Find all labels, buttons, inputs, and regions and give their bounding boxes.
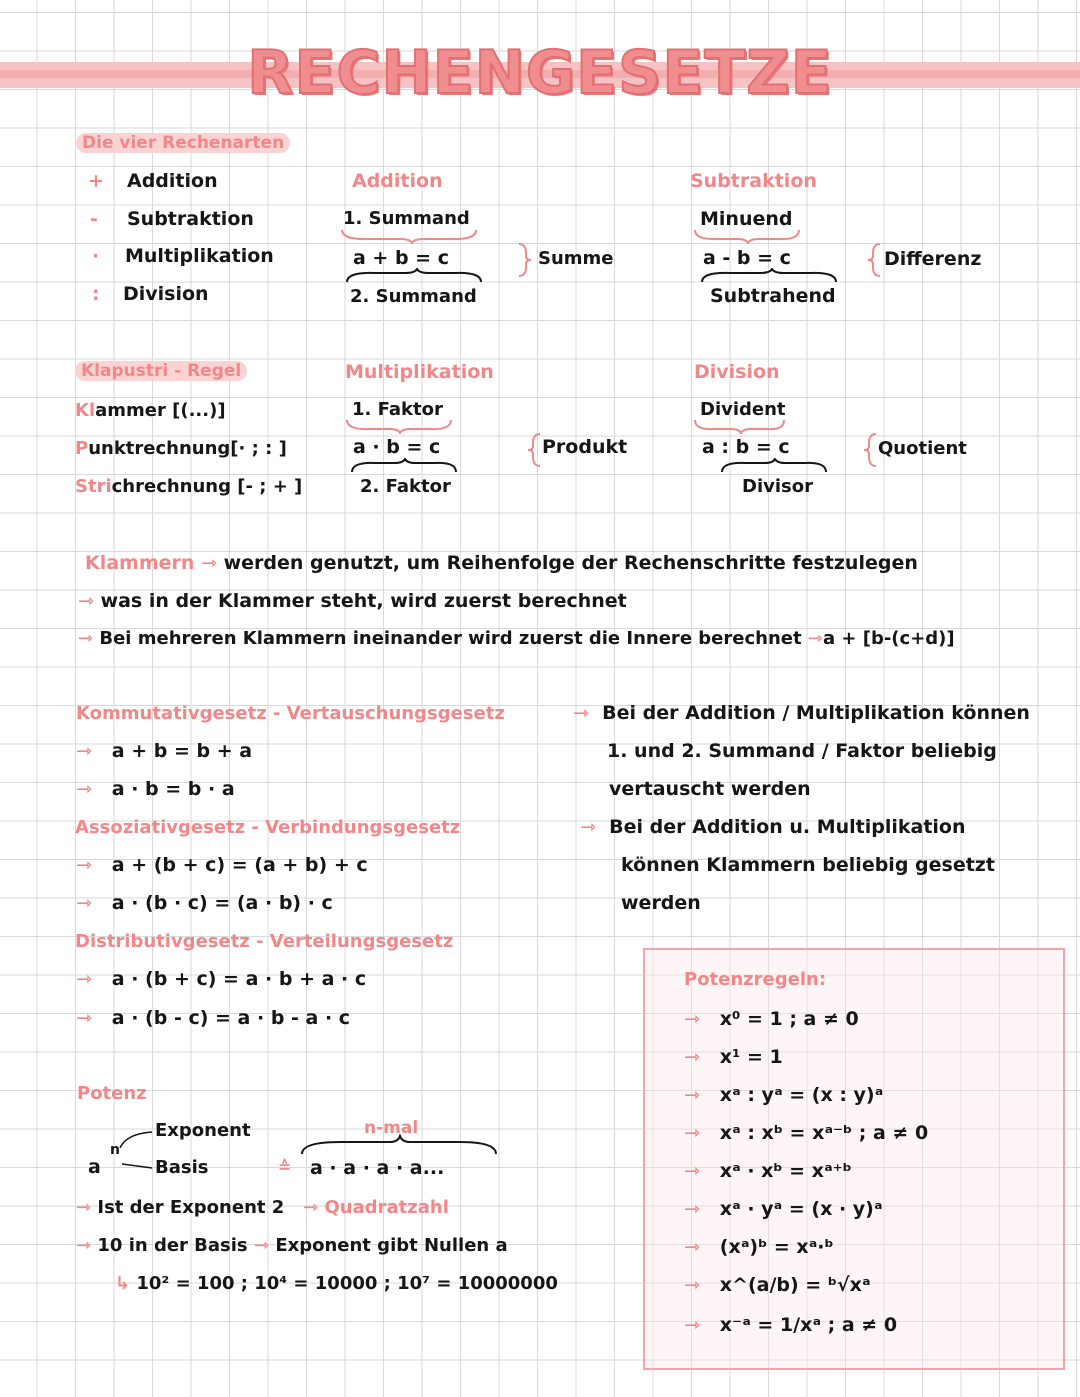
kommutativ-heading: Kommutativgesetz - Vertauschungsgesetz bbox=[76, 703, 505, 724]
rechenarten-label: Multiplikation bbox=[125, 245, 274, 267]
addition-top: 1. Summand bbox=[343, 208, 470, 229]
klammern-line3: ⇾ Bei mehreren Klammern ineinander wird zuerst die Innere berechnet ⇾a + [b-(c+d)] bbox=[78, 628, 955, 649]
kommutativ-line: ⇾ a · b = b · a bbox=[76, 778, 235, 800]
multiplikation-top-brace bbox=[345, 418, 455, 434]
rechenarten-label: Addition bbox=[127, 170, 218, 192]
kommutativ-line: ⇾ a + b = b + a bbox=[76, 740, 253, 762]
potenz-nmal: n-mal bbox=[364, 1118, 419, 1138]
addition-bottom: 2. Summand bbox=[350, 286, 477, 307]
potenz-equiv: ≙ bbox=[278, 1157, 292, 1176]
rechenarten-item: + bbox=[88, 170, 104, 192]
multiplikation-bottom: 2. Faktor bbox=[360, 476, 451, 497]
assoziativ-line: ⇾ a + (b + c) = (a + b) + c bbox=[76, 854, 368, 876]
potenzregel: ⇾ x⁻ᵃ = 1/xᵃ ; a ≠ 0 bbox=[684, 1314, 898, 1336]
klapustri-line: Klammer [(...)] bbox=[75, 400, 226, 421]
kommutativ-note: vertauscht werden bbox=[609, 778, 811, 800]
multiplikation-result: Produkt bbox=[542, 436, 628, 458]
assoziativ-note: werden bbox=[621, 892, 701, 914]
potenzregel: ⇾ x⁰ = 1 ; a ≠ 0 bbox=[684, 1008, 859, 1030]
division-top-brace bbox=[693, 418, 788, 434]
potenzregeln-heading: Potenzregeln: bbox=[684, 969, 827, 990]
potenzregel: ⇾ xᵃ : xᵇ = xᵃ⁻ᵇ ; a ≠ 0 bbox=[684, 1122, 929, 1144]
addition-top-brace bbox=[340, 228, 480, 244]
multiplikation-top: 1. Faktor bbox=[352, 399, 443, 420]
multiplikation-expr: a · b = c bbox=[353, 436, 441, 458]
subtraktion-top: Minuend bbox=[700, 208, 793, 230]
subtraktion-bottom: Subtrahend bbox=[710, 285, 836, 307]
page-title: RECHENGESETZE bbox=[247, 38, 833, 108]
addition-heading: Addition bbox=[352, 170, 443, 192]
rechenarten-item: : bbox=[92, 283, 100, 305]
addition-bottom-brace bbox=[345, 268, 485, 284]
potenz-line3: ↳ 10² = 100 ; 10⁴ = 10000 ; 10⁷ = 10000000 bbox=[115, 1273, 558, 1294]
assoziativ-note: können Klammern beliebig gesetzt bbox=[621, 854, 995, 876]
division-result: Quotient bbox=[878, 438, 967, 459]
subtraktion-top-brace bbox=[693, 228, 803, 244]
multiplikation-result-brace bbox=[526, 432, 542, 468]
subtraktion-result-brace bbox=[866, 242, 882, 278]
multiplikation-bottom-brace bbox=[350, 458, 460, 474]
klammern-line1: Klammern ⇾ werden genutzt, um Reihenfolge der Rechenschritte festzulegen bbox=[85, 552, 918, 574]
rechenarten-item: · bbox=[92, 245, 100, 267]
potenzregel: ⇾ xᵃ · yᵃ = (x · y)ᵃ bbox=[684, 1198, 883, 1220]
assoziativ-note: ⇾ Bei der Addition u. Multiplikation bbox=[580, 816, 966, 838]
division-heading: Division bbox=[694, 361, 780, 383]
potenz-nmal-brace bbox=[300, 1134, 500, 1156]
potenz-base: a bbox=[88, 1156, 101, 1178]
potenz-connector bbox=[116, 1128, 156, 1178]
klammern-line2: ⇾ was in der Klammer steht, wird zuerst berechnet bbox=[78, 590, 627, 612]
division-bottom: Divisor bbox=[742, 476, 813, 497]
assoziativ-heading: Assoziativgesetz - Verbindungsgesetz bbox=[75, 817, 461, 838]
subtraktion-expr: a - b = c bbox=[703, 247, 791, 269]
klapustri-heading: Klapustri - Regel bbox=[75, 361, 247, 381]
rechenarten-item: - bbox=[90, 208, 98, 230]
klapustri-line: Strichrechnung [- ; + ] bbox=[75, 476, 303, 497]
potenz-exponent-label: Exponent bbox=[155, 1120, 251, 1141]
rechenarten-heading: Die vier Rechenarten bbox=[76, 133, 290, 153]
subtraktion-result: Differenz bbox=[884, 248, 982, 270]
assoziativ-line: ⇾ a · (b · c) = (a · b) · c bbox=[76, 892, 333, 914]
addition-expr: a + b = c bbox=[353, 247, 449, 269]
potenz-product: a · a · a · a... bbox=[310, 1157, 445, 1179]
potenz-basis-label: Basis bbox=[155, 1157, 209, 1178]
kommutativ-note: 1. und 2. Summand / Faktor beliebig bbox=[607, 740, 997, 762]
subtraktion-heading: Subtraktion bbox=[690, 170, 817, 192]
potenzregel: ⇾ x¹ = 1 bbox=[684, 1046, 783, 1068]
kommutativ-note: ⇾ Bei der Addition / Multiplikation können bbox=[573, 702, 1030, 724]
division-top: Divident bbox=[700, 399, 786, 420]
potenzregel: ⇾ x^(a/b) = ᵇ√xᵃ bbox=[684, 1274, 871, 1296]
distributiv-line: ⇾ a · (b + c) = a · b + a · c bbox=[76, 968, 367, 990]
division-bottom-brace bbox=[720, 458, 830, 474]
addition-result-brace bbox=[517, 242, 533, 278]
multiplikation-heading: Multiplikation bbox=[345, 361, 494, 383]
subtraktion-bottom-brace bbox=[700, 268, 840, 284]
distributiv-line: ⇾ a · (b - c) = a · b - a · c bbox=[76, 1007, 351, 1029]
potenz-exp: n bbox=[110, 1142, 120, 1158]
division-expr: a : b = c bbox=[702, 436, 790, 458]
potenz-line1: ⇾ Ist der Exponent 2 ⇾ Quadratzahl bbox=[76, 1197, 449, 1218]
division-result-brace bbox=[862, 432, 878, 468]
potenzregel: ⇾ (xᵃ)ᵇ = xᵃ·ᵇ bbox=[684, 1236, 834, 1258]
distributiv-heading: Distributivgesetz - Verteilungsgesetz bbox=[75, 931, 454, 952]
potenzregel: ⇾ xᵃ · xᵇ = xᵃ⁺ᵇ bbox=[684, 1160, 852, 1182]
rechenarten-label: Subtraktion bbox=[127, 208, 254, 230]
potenzregel: ⇾ xᵃ : yᵃ = (x : y)ᵃ bbox=[684, 1084, 884, 1106]
potenz-heading: Potenz bbox=[77, 1083, 147, 1104]
potenz-line2: ⇾ 10 in der Basis ⇾ Exponent gibt Nullen a bbox=[76, 1235, 508, 1256]
addition-result: Summe bbox=[538, 248, 614, 269]
klapustri-line: Punktrechnung[· ; : ] bbox=[75, 438, 287, 459]
rechenarten-label: Division bbox=[123, 283, 209, 305]
